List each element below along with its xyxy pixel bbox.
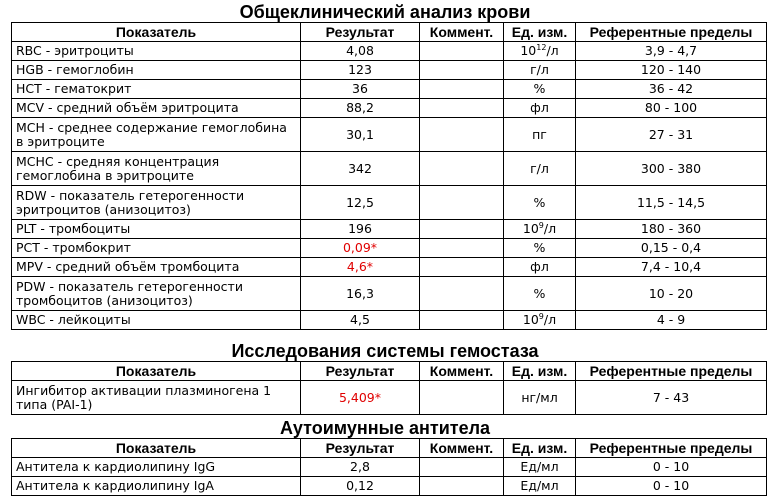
indicator-name: HCT - гематокрит bbox=[12, 80, 301, 99]
table-row bbox=[12, 220, 767, 239]
table-header bbox=[12, 439, 767, 458]
cbc-table bbox=[11, 22, 767, 330]
table-row bbox=[12, 42, 767, 61]
indicator-name: HGB - гемоглобин bbox=[12, 61, 301, 80]
unit-tail: /л bbox=[543, 221, 557, 236]
comment-value bbox=[420, 258, 504, 277]
header-comment: Коммент. bbox=[420, 362, 504, 381]
reference-range: 27 - 31 bbox=[576, 118, 767, 152]
hemostasis-table bbox=[11, 361, 767, 415]
comment-value bbox=[420, 239, 504, 258]
comment-value bbox=[420, 186, 504, 220]
header-unit: Ед. изм. bbox=[504, 439, 576, 458]
table-row bbox=[12, 99, 767, 118]
indicator-name: Антитела к кардиолипину IgG bbox=[12, 458, 301, 477]
unit-base: фл bbox=[530, 100, 549, 115]
comment-value bbox=[420, 80, 504, 99]
header-unit: Ед. изм. bbox=[504, 23, 576, 42]
result-value: 30,1 bbox=[301, 118, 420, 152]
unit-exponent: 12 bbox=[536, 42, 547, 52]
result-value: 342 bbox=[301, 152, 420, 186]
comment-value bbox=[420, 42, 504, 61]
table-row bbox=[12, 186, 767, 220]
unit-value bbox=[504, 61, 576, 80]
unit-tail: /л bbox=[543, 312, 557, 327]
table-header bbox=[12, 362, 767, 381]
result-value: 0,12 bbox=[301, 477, 420, 496]
indicator-name: WBC - лейкоциты bbox=[12, 311, 301, 330]
result-value: 0,09* bbox=[301, 239, 420, 258]
table-row bbox=[12, 277, 767, 311]
header-result: Результат bbox=[301, 362, 420, 381]
indicator-name: MCV - средний объём эритроцита bbox=[12, 99, 301, 118]
unit-value bbox=[504, 80, 576, 99]
indicator-name: PCT - тромбокрит bbox=[12, 239, 301, 258]
unit-value bbox=[504, 458, 576, 477]
unit-base: % bbox=[533, 240, 546, 255]
comment-value bbox=[420, 381, 504, 415]
reference-range: 80 - 100 bbox=[576, 99, 767, 118]
indicator-name: MPV - средний объём тромбоцита bbox=[12, 258, 301, 277]
result-value: 4,6* bbox=[301, 258, 420, 277]
unit-base: Ед/мл bbox=[520, 459, 559, 474]
reference-range: 4 - 9 bbox=[576, 311, 767, 330]
unit-base: фл bbox=[530, 259, 549, 274]
unit-base: 10 bbox=[520, 43, 537, 58]
comment-value bbox=[420, 152, 504, 186]
unit-value bbox=[504, 220, 576, 239]
table-row bbox=[12, 381, 767, 415]
table-header bbox=[12, 23, 767, 42]
reference-range: 11,5 - 14,5 bbox=[576, 186, 767, 220]
table-row bbox=[12, 311, 767, 330]
unit-value bbox=[504, 42, 576, 61]
reference-range: 36 - 42 bbox=[576, 80, 767, 99]
unit-tail: /л bbox=[546, 43, 559, 58]
indicator-name: RDW - показатель гетерогенности эритроцитов (анизоцитоз) bbox=[12, 186, 301, 220]
header-unit: Ед. изм. bbox=[504, 362, 576, 381]
unit-base: % bbox=[533, 194, 546, 210]
reference-range: 180 - 360 bbox=[576, 220, 767, 239]
result-value: 12,5 bbox=[301, 186, 420, 220]
comment-value bbox=[420, 220, 504, 239]
unit-value bbox=[504, 186, 576, 220]
table-row bbox=[12, 239, 767, 258]
reference-range: 0 - 10 bbox=[576, 458, 767, 477]
comment-value bbox=[420, 99, 504, 118]
header-indicator: Показатель bbox=[12, 439, 301, 458]
reference-range: 3,9 - 4,7 bbox=[576, 42, 767, 61]
comment-value bbox=[420, 118, 504, 152]
header-indicator: Показатель bbox=[12, 23, 301, 42]
reference-range: 7,4 - 10,4 bbox=[576, 258, 767, 277]
section-title-hemostasis: Исследования системы гемостаза bbox=[231, 341, 539, 361]
indicator-name: RBC - эритроциты bbox=[12, 42, 301, 61]
reference-range: 300 - 380 bbox=[576, 152, 767, 186]
result-value: 196 bbox=[301, 220, 420, 239]
unit-base: % bbox=[533, 285, 546, 301]
table-row bbox=[12, 477, 767, 496]
indicator-name: Антитела к кардиолипину IgA bbox=[12, 477, 301, 496]
indicator-name: Ингибитор активации плазминогена 1 типа (PAI-1) bbox=[12, 381, 301, 415]
indicator-name: MCH - среднее содержание гемоглобина в эритроците bbox=[12, 118, 301, 152]
unit-value bbox=[504, 118, 576, 152]
header-result: Результат bbox=[301, 23, 420, 42]
section-title-autoimmune: Аутоимунные антитела bbox=[279, 418, 491, 438]
header-reference: Референтные пределы bbox=[576, 362, 767, 381]
unit-exponent: 9 bbox=[538, 311, 544, 321]
result-value: 4,5 bbox=[301, 311, 420, 330]
unit-exponent: 9 bbox=[538, 220, 544, 230]
result-value: 5,409* bbox=[301, 381, 420, 415]
unit-base: Ед/мл bbox=[520, 478, 559, 493]
indicator-name: MCHC - средняя концентрация гемоглобина в эритроците bbox=[12, 152, 301, 186]
reference-range: 7 - 43 bbox=[576, 381, 767, 415]
result-value: 36 bbox=[301, 80, 420, 99]
unit-value bbox=[504, 239, 576, 258]
reference-range: 0 - 10 bbox=[576, 477, 767, 496]
autoimmune-table bbox=[11, 438, 767, 496]
unit-base: г/л bbox=[530, 62, 549, 77]
unit-value bbox=[504, 152, 576, 186]
result-value: 16,3 bbox=[301, 277, 420, 311]
header-reference: Референтные пределы bbox=[576, 439, 767, 458]
unit-base: % bbox=[533, 81, 546, 96]
reference-range: 120 - 140 bbox=[576, 61, 767, 80]
table-row bbox=[12, 61, 767, 80]
indicator-name: PDW - показатель гетерогенности тромбоцитов (анизоцитоз) bbox=[12, 277, 301, 311]
header-comment: Коммент. bbox=[420, 23, 504, 42]
comment-value bbox=[420, 277, 504, 311]
table-row bbox=[12, 258, 767, 277]
comment-value bbox=[420, 61, 504, 80]
header-comment: Коммент. bbox=[420, 439, 504, 458]
unit-base: пг bbox=[532, 126, 547, 142]
unit-base: 10 bbox=[522, 221, 539, 236]
reference-range: 10 - 20 bbox=[576, 277, 767, 311]
header-indicator: Показатель bbox=[12, 362, 301, 381]
reference-range: 0,15 - 0,4 bbox=[576, 239, 767, 258]
table-row bbox=[12, 152, 767, 186]
section-title-cbc: Общеклинический анализ крови bbox=[239, 2, 531, 22]
result-value: 123 bbox=[301, 61, 420, 80]
unit-base: нг/мл bbox=[521, 389, 558, 405]
comment-value bbox=[420, 458, 504, 477]
unit-value bbox=[504, 381, 576, 415]
unit-base: 10 bbox=[522, 312, 539, 327]
comment-value bbox=[420, 477, 504, 496]
result-value: 4,08 bbox=[301, 42, 420, 61]
unit-value bbox=[504, 258, 576, 277]
table-row bbox=[12, 118, 767, 152]
table-row bbox=[12, 80, 767, 99]
unit-value bbox=[504, 477, 576, 496]
header-result: Результат bbox=[301, 439, 420, 458]
unit-value bbox=[504, 99, 576, 118]
result-value: 2,8 bbox=[301, 458, 420, 477]
unit-value bbox=[504, 311, 576, 330]
comment-value bbox=[420, 311, 504, 330]
unit-value bbox=[504, 277, 576, 311]
indicator-name: PLT - тромбоциты bbox=[12, 220, 301, 239]
unit-base: г/л bbox=[530, 160, 549, 176]
table-row bbox=[12, 458, 767, 477]
header-reference: Референтные пределы bbox=[576, 23, 767, 42]
result-value: 88,2 bbox=[301, 99, 420, 118]
